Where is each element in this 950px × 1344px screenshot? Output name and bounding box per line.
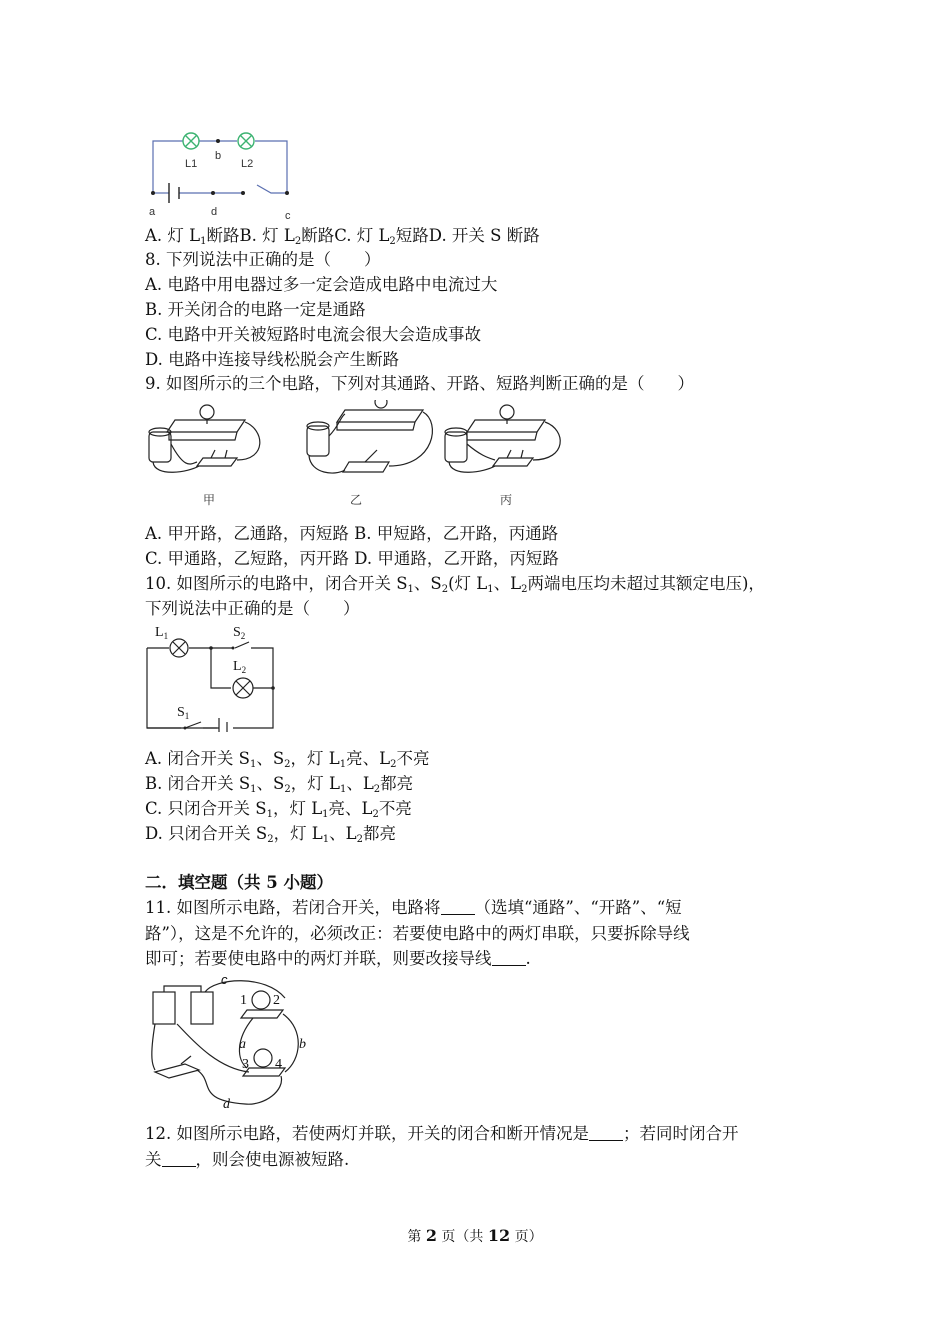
subscript: 1	[249, 759, 257, 770]
q7-label-l1: L1	[185, 158, 198, 170]
subscript: 2	[284, 759, 291, 770]
subscript: 1	[250, 784, 257, 795]
footer-text: 页（共	[436, 1229, 488, 1245]
q7-label-b: b	[215, 150, 222, 162]
subscript: 1	[339, 759, 347, 770]
q7-opt-a: A. 灯 L	[145, 226, 201, 245]
q11-text: 即可；若要使电路中的两灯并联，则要改接导线	[145, 949, 492, 968]
q12-line1	[145, 1122, 739, 1146]
q10-stem-part: 、L	[493, 574, 522, 593]
q10-stem-part: 10. 如图所示的电路中，闭合开关 S	[145, 574, 408, 593]
subscript: 2	[267, 834, 274, 845]
q10-opt-part: C. 只闭合开关 S	[145, 799, 267, 818]
subscript: 1	[322, 809, 329, 820]
q8-option-b: B. 开关闭合的电路一定是通路	[145, 300, 366, 319]
subscript: 2	[294, 236, 302, 247]
q11-text: （选填“通路”、“开路”、“短	[474, 898, 682, 917]
q9-three-circuits-figure	[145, 400, 585, 515]
q10-opt-part: 不亮	[378, 799, 412, 818]
subscript: 1	[266, 809, 273, 820]
q7-opt-a-tail: 断路	[206, 226, 240, 245]
q10-opt-part: 亮、L	[346, 749, 391, 768]
q10-stem-part: (灯 L	[448, 574, 488, 593]
q11-label-2: 2	[273, 993, 280, 1008]
q7-opt-b: B. 灯 L	[239, 226, 295, 245]
q11-text: .	[525, 949, 531, 968]
q10-label-s2: $S_2$	[233, 625, 246, 641]
q10-opt-part: 亮、L	[328, 799, 373, 818]
q7-opt-c: C. 灯 L	[334, 226, 390, 245]
subscript: 1	[339, 784, 347, 795]
q10-opt-part: 、L	[346, 774, 374, 793]
subscript: 1	[322, 834, 330, 845]
q12-text: ，则会使电源被短路.	[195, 1150, 350, 1169]
subscript: 2	[284, 784, 291, 795]
q10-opt-part: ，灯 L	[290, 774, 340, 793]
q11-label-a: a	[239, 1037, 246, 1052]
q10-opt-part: 不亮	[396, 749, 430, 768]
q10-stem-line2: 下列说法中正确的是（ ）	[145, 599, 360, 618]
q7-opt-b-tail: 断路	[301, 226, 335, 245]
q11-text: 11. 如图所示电路，若闭合开关，电路将	[145, 898, 441, 917]
subscript: 2	[389, 236, 396, 247]
q10-opt-part: D. 只闭合开关 S	[145, 824, 268, 843]
q10-label-l1: $L_1$	[155, 625, 169, 641]
subscript: 1	[407, 584, 414, 595]
q10-opt-part: 都亮	[362, 824, 396, 843]
subscript: 1	[487, 584, 494, 595]
q12-line2	[145, 1148, 349, 1172]
q11-label-d: d	[223, 1097, 230, 1110]
q10-circuit-figure	[145, 620, 285, 732]
q11-line3	[145, 947, 531, 971]
subscript: 2	[441, 584, 449, 595]
q10-opt-part: ，灯 L	[273, 824, 323, 843]
footer-text: 第	[407, 1229, 426, 1245]
subscript: 2	[372, 809, 379, 820]
q10-opt-part: 都亮	[380, 774, 414, 793]
q11-label-3: 3	[242, 1057, 249, 1072]
q8-stem: 8. 下列说法中正确的是（ ）	[145, 250, 381, 269]
subscript: 2	[373, 784, 381, 795]
q8-option-c: C. 电路中开关被短路时电流会很大会造成事故	[145, 325, 482, 344]
page-number: 2	[425, 1226, 437, 1245]
q10-stem-part: 两端电压均未超过其额定电压)，	[527, 574, 765, 593]
page-footer	[0, 1226, 950, 1246]
q11-circuit-figure	[145, 970, 315, 1110]
q7-label-c: c	[285, 210, 291, 222]
q7-label-l2: L2	[241, 158, 254, 170]
q12-text: 12. 如图所示电路，若使两灯并联，开关的闭合和断开情况是	[145, 1124, 589, 1143]
q7-opt-d: D. 开关 S 断路	[428, 226, 540, 245]
subscript: 1	[200, 236, 207, 247]
q10-stem-part: 、S	[413, 574, 442, 593]
q10-opt-part: 、S	[256, 774, 285, 793]
q7-opt-c-tail: 短路	[395, 226, 429, 245]
q8-option-d: D. 电路中连接导线松脱会产生断路	[145, 350, 400, 369]
q11-label-b: b	[299, 1037, 306, 1052]
q11-label-4: 4	[275, 1057, 282, 1072]
answer-blank[interactable]	[589, 1124, 623, 1141]
q10-opt-part: A. 闭合开关 S	[145, 749, 250, 768]
q9-label-bing: 丙	[500, 493, 513, 507]
q11-line1	[145, 896, 682, 920]
q11-label-c: c	[221, 972, 228, 987]
q10-opt-part: 、S	[256, 749, 285, 768]
q10-option-d	[145, 822, 396, 852]
q9-label-jia: 甲	[203, 493, 216, 507]
page-total: 12	[487, 1226, 511, 1245]
q9-options-cd: C. 甲通路，乙短路，丙开路 D. 甲通路，乙开路，丙短路	[145, 549, 559, 568]
q10-label-s1: $S_1$	[177, 705, 190, 721]
footer-text: 页）	[510, 1229, 543, 1245]
subscript: 2	[356, 834, 363, 845]
q11-line2: 路”），这是不允许的，必须改正：若要使电路中的两灯串联，只要拆除导线	[145, 924, 690, 943]
section-title-fill-in: 二．填空题（共 5 小题）	[145, 873, 333, 892]
answer-blank[interactable]	[162, 1150, 196, 1167]
q10-opt-part: B. 闭合开关 S	[145, 774, 251, 793]
q10-opt-part: ，灯 L	[290, 749, 340, 768]
answer-blank[interactable]	[492, 949, 526, 966]
subscript: 2	[521, 584, 528, 595]
q7-label-a: a	[149, 206, 156, 218]
q8-option-a: A. 电路中用电器过多一定会造成电路中电流过大	[145, 275, 498, 294]
q10-label-l2: $L_2$	[233, 659, 247, 675]
q9-stem: 9. 如图所示的三个电路，下列对其通路、开路、短路判断正确的是（ ）	[145, 374, 694, 393]
q12-text: ；若同时闭合开	[623, 1124, 739, 1143]
answer-blank[interactable]	[441, 898, 475, 915]
q10-opt-part: ，灯 L	[272, 799, 323, 818]
subscript: 2	[390, 759, 397, 770]
q11-label-1: 1	[240, 993, 247, 1008]
q9-options-ab: A. 甲开路，乙通路，丙短路 B. 甲短路，乙开路，丙通路	[145, 524, 559, 543]
q7-circuit-figure	[145, 125, 305, 225]
q12-text: 关	[145, 1150, 162, 1169]
q9-label-yi: 乙	[350, 493, 363, 507]
q10-opt-part: 、L	[329, 824, 357, 843]
q7-label-d: d	[211, 206, 218, 218]
